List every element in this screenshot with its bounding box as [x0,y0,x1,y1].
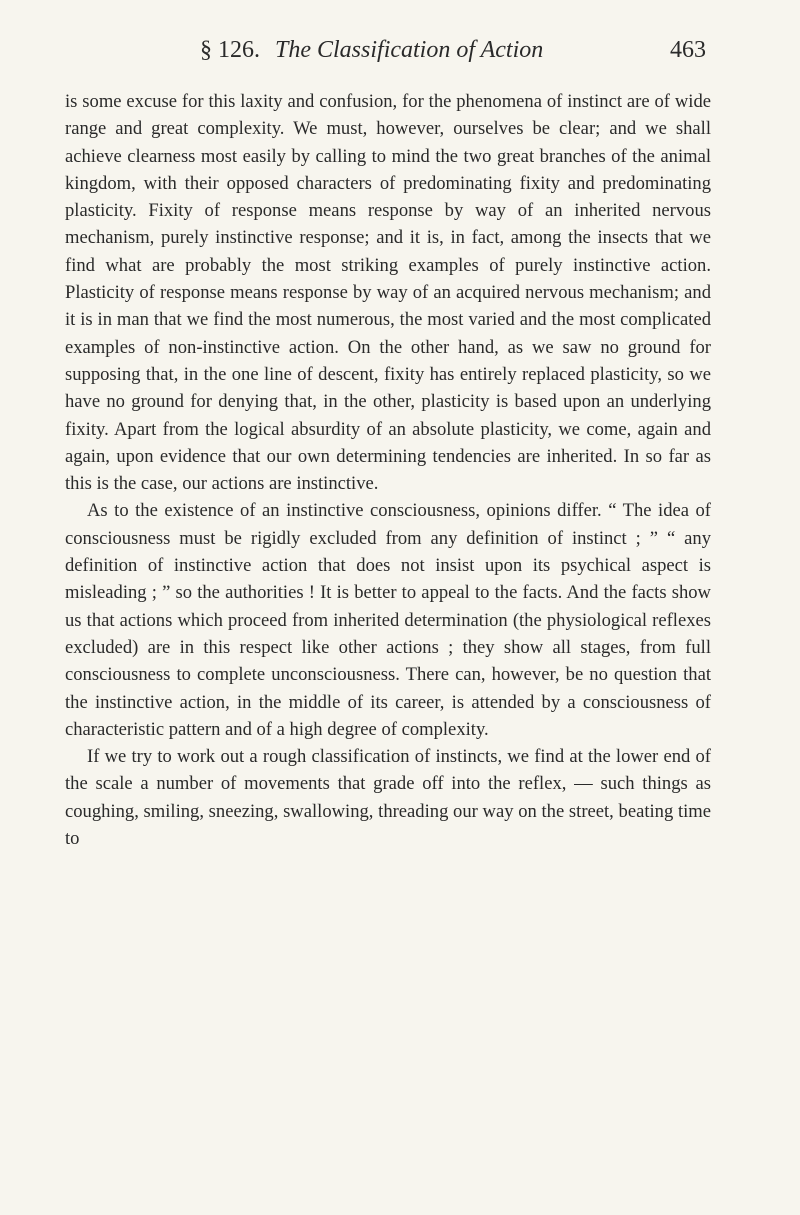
body-text [65,88,711,852]
paragraph: If we try to work out a rough classification of instincts, we find at the lower end of the scale a number of movements that grade off into the reflex, — such things as coughing, smiling, sneezing, swallowing, threading our way on the street, beating time to [65,746,711,850]
running-header [200,30,706,70]
paragraph: As to the existence of an instinctive consciousness, opinions differ. “ The idea of consciousness must be rigidly excluded from any definition of instinct ; ” “ any definition of instinctive action that does not insist upon its psychical aspect is misleading ; ” so the authorities ! It is better to appeal to the facts. And the facts show us that actions which proceed from inherited determination (the physiological reflexes excluded) are in this respect like other actions ; they show all stages, from full consciousness to complete unconsciousness. There can, however, be no question that the instinctive action, in the middle of its career, is attended by a consciousness of characteristic pattern and of a high degree of complexity. [65,500,711,740]
page-number: 463 [670,37,706,63]
section-number: § 126. [200,37,260,63]
paragraph: is some excuse for this laxity and confusion, for the phenomena of instinct are of wide range and great complexity. We must, however, ourselves be clear; and we shall achieve clearness most easily by calling to mind the two great branches of the animal kingdom, with their opposed characters of predominating fixity and predominating plasticity. Fixity of response means response by way of an inherited nervous mechanism, purely instinctive response; and it is, in fact, among the insects that we find what are probably the most striking examples of purely instinctive action. Plasticity of response means response by way of an acquired nervous mechanism; and it is in man that we find the most numerous, the most varied and the most complicated examples of non-instinctive action. On the other hand, as we saw no ground for supposing that, in the one line of descent, fixity has entirely replaced plasticity, so we have no ground for denying that, in the other, plasticity is based upon an underlying fixity. Apart from the logical absurdity of an absolute plasticity, we come, again and again, upon evidence that our own determining tendencies are inherited. In so far as this is the case, our actions are instinctive. [65,91,711,495]
running-title: The Classification of Action [275,37,544,63]
